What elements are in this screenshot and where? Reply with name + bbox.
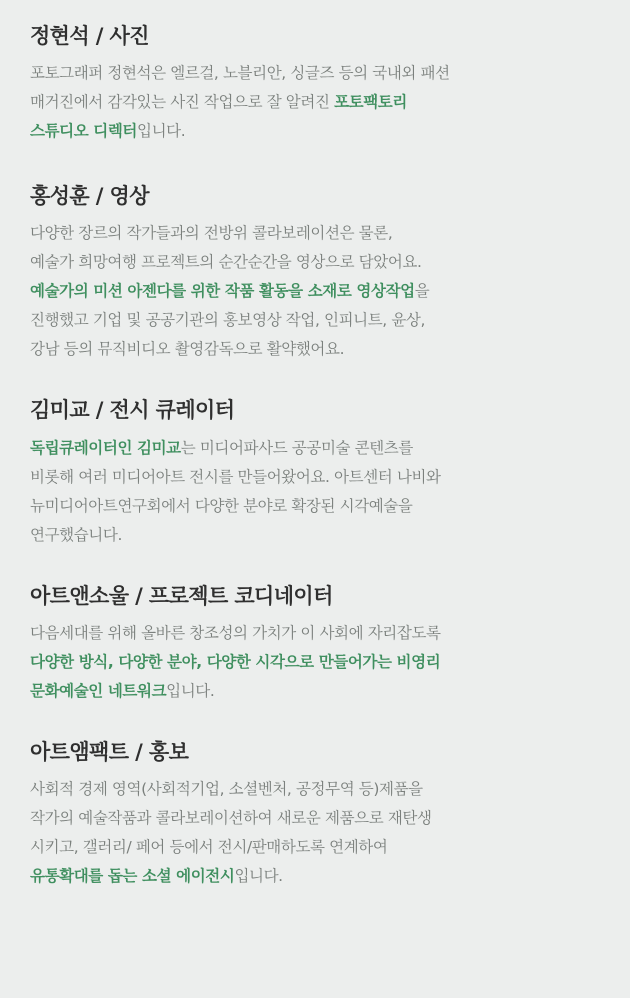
body-text: 입니다. <box>137 122 186 141</box>
section-body-line <box>30 253 422 271</box>
body-text: 입니다. <box>166 681 215 700</box>
highlighted-text: 예술가의 미션 아젠다를 위한 작품 활동을 소재로 영상작업 <box>30 282 415 301</box>
section-body <box>30 219 600 364</box>
body-text: 작가의 예술작품과 콜라보레이션하여 새로운 제품으로 재탄생 <box>30 808 432 827</box>
section-body-line <box>30 497 412 515</box>
profile-section <box>30 24 600 146</box>
section-body-line <box>30 867 283 885</box>
body-text: 시키고, 갤러리/ 페어 등에서 전시/판매하도록 연계하여 <box>30 837 388 856</box>
section-body-line <box>30 809 432 827</box>
section-title: 아트앤소울 / 프로젝트 코디네이터 <box>30 583 333 608</box>
profile-section <box>30 584 600 706</box>
body-text: 포토그래퍼 정현석은 엘르걸, 노블리안, 싱글즈 등의 국내외 패션 <box>30 64 450 83</box>
body-text: 강남 등의 뮤직비디오 촬영감독으로 활약했어요. <box>30 340 345 359</box>
highlighted-text: 포토팩토리 <box>334 93 407 112</box>
highlighted-text: 스튜디오 디렉터 <box>30 122 138 141</box>
section-title: 홍성훈 / 영상 <box>30 184 149 209</box>
section-body-line <box>30 624 441 642</box>
body-text: 매거진에서 감각있는 사진 작업으로 잘 알려진 <box>30 93 335 112</box>
highlighted-text: 문화예술인 네트워크 <box>30 681 167 700</box>
sections-container <box>30 24 600 891</box>
section-body-line <box>30 340 344 358</box>
body-text: 다양한 장르의 작가들과의 전방위 콜라보레이션은 물론, <box>30 224 393 243</box>
section-body-line <box>30 282 429 300</box>
highlighted-text: 독립큐레이터인 김미교 <box>30 438 181 457</box>
section-body-line <box>30 311 425 329</box>
section-body <box>30 775 600 891</box>
body-text: 진행했고 기업 및 공공기관의 홍보영상 작업, 인피니트, 윤상, <box>30 311 426 330</box>
body-text: 비롯해 여러 미디어아트 전시를 만들어왔어요. 아트센터 나비와 <box>30 467 441 486</box>
section-body-line <box>30 526 122 544</box>
section-body-line <box>30 64 450 82</box>
section-body-line <box>30 93 407 111</box>
body-text: 연구했습니다. <box>30 525 122 544</box>
section-body-line <box>30 122 185 140</box>
body-text: 는 미디어파사드 공공미술 콘텐츠를 <box>180 438 413 457</box>
section-body-line <box>30 224 392 242</box>
section-body <box>30 59 600 146</box>
section-body-line <box>30 780 423 798</box>
section-title: 김미교 / 전시 큐레이터 <box>30 398 235 423</box>
profile-section <box>30 184 600 364</box>
section-title: 정현석 / 사진 <box>30 24 149 48</box>
body-text: 을 <box>414 282 430 301</box>
section-body <box>30 619 600 706</box>
body-text: 입니다. <box>234 866 283 885</box>
profile-section <box>30 398 600 549</box>
body-text: 뉴미디어아트연구회에서 다양한 분야로 확장된 시각예술을 <box>30 496 413 515</box>
section-body-line <box>30 468 441 486</box>
section-body-line <box>30 682 214 700</box>
section-body-line <box>30 653 440 671</box>
section-body <box>30 434 600 550</box>
body-text: 다음세대를 위해 올바른 창조성의 가치가 이 사회에 자리잡도록 <box>30 623 441 642</box>
body-text: 예술가 희망여행 프로젝트의 순간순간을 영상으로 담았어요. <box>30 253 422 272</box>
section-title: 아트앰팩트 / 홍보 <box>30 739 189 764</box>
section-body-line <box>30 439 413 457</box>
body-text: 사회적 경제 영역(사회적기업, 소셜벤처, 공정무역 등)제품을 <box>30 779 423 798</box>
highlighted-text: 유통확대를 돕는 소셜 에이전시 <box>30 866 235 885</box>
section-body-line <box>30 838 387 856</box>
profile-section <box>30 740 600 891</box>
highlighted-text: 다양한 방식, 다양한 분야, 다양한 시각으로 만들어가는 비영리 <box>30 652 441 671</box>
